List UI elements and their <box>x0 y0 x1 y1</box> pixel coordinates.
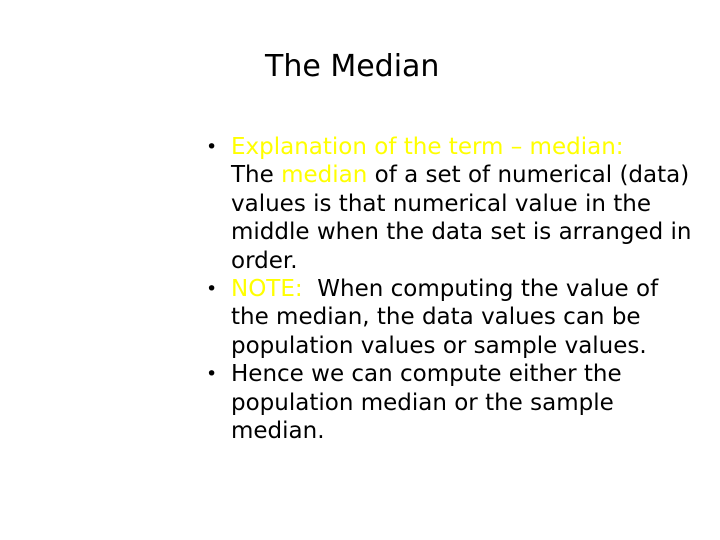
definition-term: median <box>281 162 368 189</box>
bullet-icon: • <box>206 363 218 386</box>
bullet-item-note <box>200 275 692 360</box>
bullet-icon: • <box>206 278 218 301</box>
bullet-icon: • <box>206 136 218 158</box>
conclusion-text: Hence we can compute either the population median or the sample median. <box>231 361 622 445</box>
note-label: NOTE: <box>231 276 303 303</box>
bullet-item-explanation <box>200 133 692 275</box>
definition-pre: The <box>231 162 274 189</box>
note-text: When computing the value of the median, the data values can be population values or sample values. <box>231 276 659 359</box>
bullet-heading: Explanation of the term – median: <box>231 134 624 160</box>
bullet-list <box>200 133 692 445</box>
definition-text: of a set of numerical (data) values is that numerical value in the middle when the data set is arranged in order. <box>231 162 692 274</box>
slide-title: The Median <box>265 49 440 84</box>
bullet-item-conclusion <box>200 360 692 445</box>
